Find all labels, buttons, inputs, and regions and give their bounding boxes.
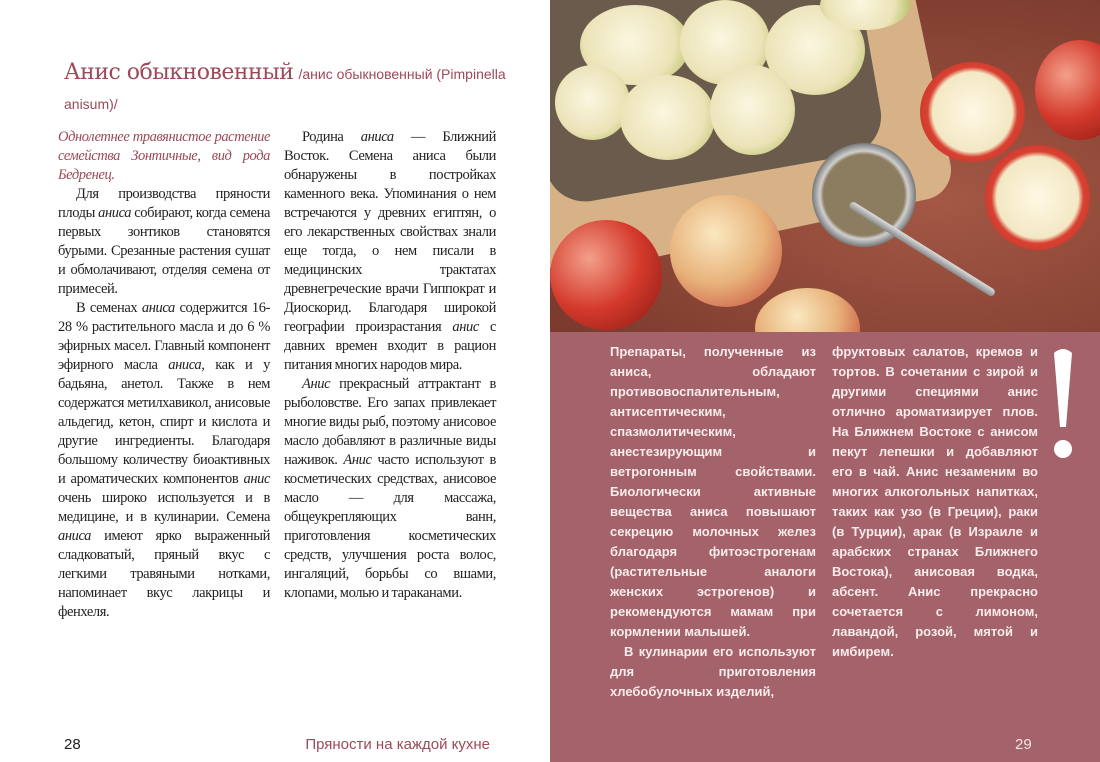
emphasis-text: анис [452, 319, 479, 335]
emphasis-text: Анис [343, 452, 372, 468]
body-paragraph [58, 299, 270, 622]
running-head: Пряности на каждой кухне [305, 736, 490, 753]
text-column-2 [284, 128, 496, 603]
red-apple [550, 220, 662, 330]
red-apple [1035, 40, 1100, 140]
spoon [848, 201, 996, 298]
yellow-apple [755, 288, 860, 332]
emphasis-text: аниса [360, 129, 394, 145]
note-column-1 [610, 342, 816, 702]
apple-slice [620, 75, 715, 160]
intro-paragraph [58, 128, 270, 185]
emphasis-text: аниса [98, 205, 132, 221]
note-column-2 [832, 342, 1038, 662]
note-paragraph: В кулинарии его используют для приготовления хлебобулочных изделий, [610, 644, 816, 699]
emphasis-text: аниса [58, 528, 92, 544]
emphasis-text: анис [243, 471, 270, 487]
apple-slice [555, 65, 630, 140]
emphasis-text: Анис [302, 376, 331, 392]
apple-half [985, 145, 1090, 250]
paragraph-text: очень широко используется и в медицине, и в кулинарии. Семена [58, 490, 270, 525]
apple-slice [710, 65, 795, 155]
paragraph-text: часто используют в косметических средствах, анисовое масло — для массажа, общеукрепляющих ванн, приготовления косметических средств, улучшения роста волос, ингаляций, борьбы со вшами, клопами, молью и тараканами. [284, 452, 496, 601]
yellow-apple [670, 195, 782, 307]
exclamation-icon [1050, 345, 1076, 465]
note-paragraph: Препараты, полученные из аниса, обладают противовоспалительным, антисептическим, спазмолитическим, анестезирующим и ветрогонным свойствами. Биологически активные вещества аниса повышают секрецию молочных желез благодаря фитоэстрогенам (растительные аналоги женских эстрогенов) и рекомендуются мамам при кормлении малышей. [610, 344, 816, 639]
paragraph-text: В семенах [76, 300, 142, 316]
text-column-1 [58, 128, 270, 622]
paragraph-text: с давних времен входит в рацион питания многих народов мира. [284, 319, 497, 373]
paragraph-text: имеют ярко выраженный сладковатый, пряный вкус с легкими травяными нотками, напоминает вкус лакрицы и фенхеля. [58, 528, 270, 620]
right-page [550, 0, 1100, 762]
emphasis-text: аниса [168, 357, 202, 373]
body-paragraph [284, 375, 496, 603]
paragraph-text: , как и у бадьяна, анетол. Также в нем содержатся метилхавикол, анисовые альдегид, кетон, спирт и кислота и другие ингредиенты. Благодаря большому количеству биоактивных и ароматических компонентов [58, 357, 270, 487]
body-paragraph [284, 128, 496, 375]
paragraph-text: Для производства пряности плоды [58, 186, 270, 221]
paragraph-text: — Ближний Восток. Семена аниса были обнаружены в постройках каменного века. Упоминания о нем встречаются у древних египтян, о его лекарственных свойствах знали еще тогда, о нем писали в медицинских трактатах древнегреческие врачи Гиппократ и Диоскорид. Благодаря широкой географии произрастания [284, 129, 496, 335]
page-number-left: 28 [64, 736, 81, 753]
heading-title: Анис обыкновенный [64, 60, 294, 85]
emphasis-text: аниса [141, 300, 175, 316]
body-paragraph [58, 185, 270, 299]
article-heading [64, 58, 534, 119]
apples-anise-photo [550, 0, 1100, 332]
page-number-right: 29 [1015, 736, 1032, 753]
paragraph-text: Родина [302, 129, 361, 145]
paragraph-text: Однолетнее травянистое растение семейства Зонтичные, вид рода Бедренец. [58, 129, 270, 183]
apple-half [920, 62, 1025, 162]
paragraph-text: собирают, когда семена первых зонтиков становятся бурыми. Срезанные растения сушат и обмолачивают, отделяя семена от примесей. [58, 205, 270, 297]
note-paragraph: фруктовых салатов, кремов и тортов. В сочетании с зирой и другими специями анис отлично ароматизирует плов. На Ближнем Востоке с анисом пекут лепешки и добавляют его в чай. Анис незаменим во многих алкогольных напитках, таких как узо (в Греции), раки (в Турции), арак (в Израиле и арабских странах Ближнего Востока), анисовая водка, абсент. Анис прекрасно сочетается с лимоном, лавандой, розой, мятой и имбирем. [832, 344, 1038, 659]
paragraph-text: прекрасный аттрактант в рыболовстве. Его запах привлекает многие виды рыб, поэтому анисовое масло добавляют в различные виды наживок. [284, 376, 496, 468]
paragraph-text: содержится 16-28 % растительного масла и до 6 % эфирных масел. Главный компонент эфирного масла [58, 300, 271, 373]
heading-subtitle: /анис обыкновенный (Pimpinella anisum)/ [64, 66, 506, 112]
